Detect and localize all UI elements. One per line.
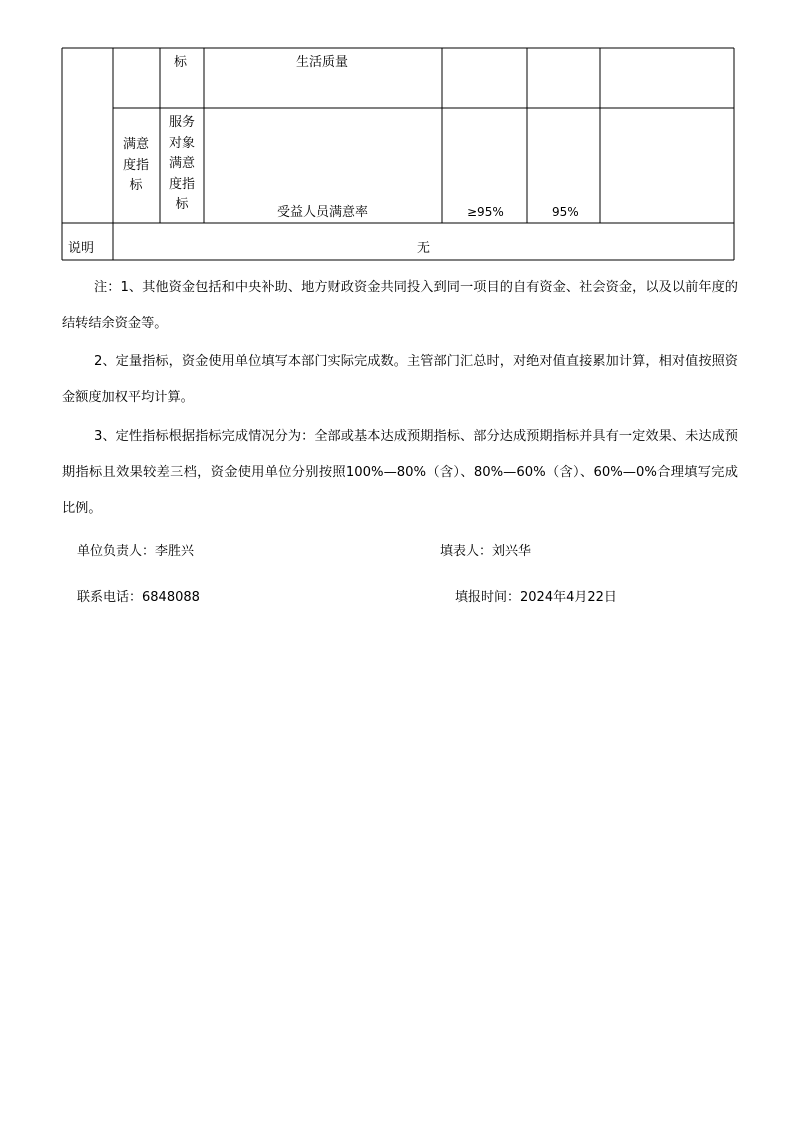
row2-indicator-name: 受益人员满意率: [277, 205, 369, 220]
note-2: 2、定量指标，资金使用单位填写本部门实际完成数。主管部门汇总时，对绝对值直接累加计算，相对值按照资金额度加权平均计算。: [62, 354, 738, 405]
row2-actual-value: 95%: [552, 205, 579, 219]
contact-phone: 联系电话：6848088: [77, 590, 200, 605]
unit-head: 单位负责人：李胜兴: [77, 544, 195, 559]
remark-value: 无: [417, 241, 431, 256]
form-filler: 填表人：刘兴华: [440, 544, 532, 559]
fill-date: 填报时间：2024年4月22日: [455, 590, 617, 605]
row2-target-value: ≥95%: [467, 205, 504, 219]
note-1: 注：1、其他资金包括和中央补助、地方财政资金共同投入到同一项目的自有资金、社会资金，以及以前年度的结转结余资金等。: [62, 280, 738, 331]
row2-level2-indicator: 满意 度指 标: [122, 137, 149, 194]
row1-indicator-tail: 标: [174, 55, 188, 70]
note-3: 3、定性指标根据指标完成情况分为：全部或基本达成预期指标、部分达成预期指标并具有一定效果、未达成预期指标且效果较差三档，资金使用单位分别按照100%—80%（含）、80%—60%（含）、60%—0%合理填写完成比例。: [62, 429, 738, 516]
row1-indicator-name: 生活质量: [296, 55, 349, 70]
remark-label: 说明: [68, 241, 95, 256]
row2-level3-indicator: 服务 对象 满意 度指 标: [168, 115, 195, 213]
